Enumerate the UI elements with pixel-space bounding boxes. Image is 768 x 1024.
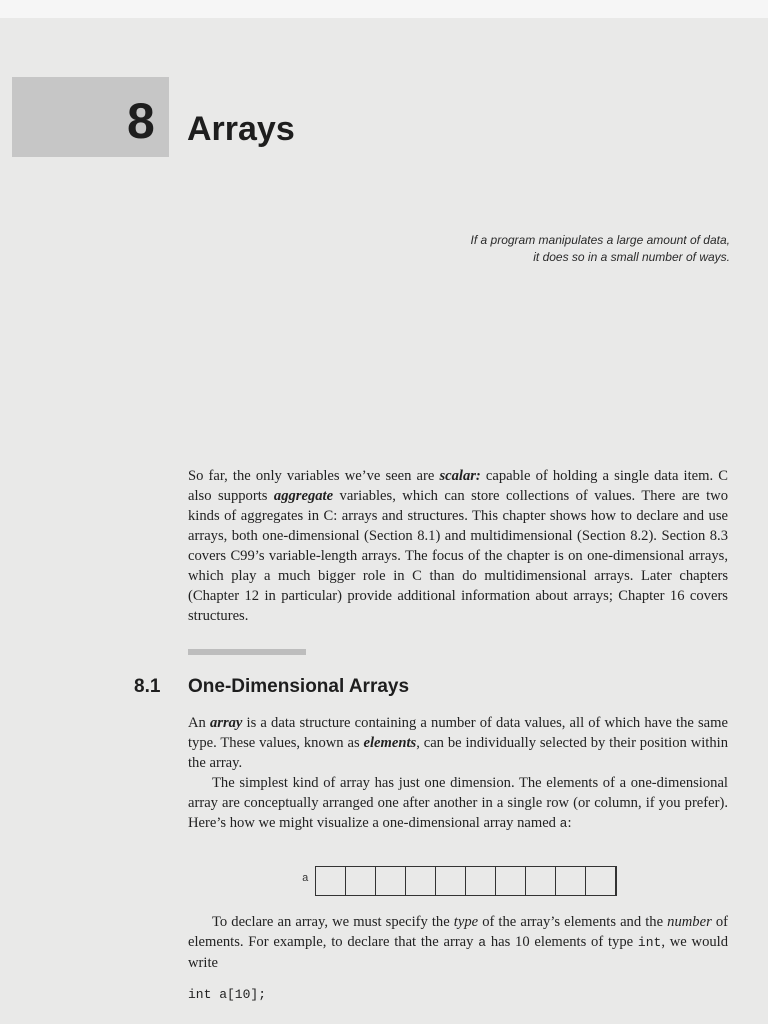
section-rule: [188, 649, 306, 655]
array-diagram: [315, 866, 617, 896]
array-cell: [586, 866, 617, 896]
array-cell: [406, 866, 436, 896]
code-example: int a[10];: [188, 987, 267, 1002]
epigraph: [330, 232, 730, 266]
term-elements: elements: [363, 735, 417, 751]
declaration-paragraph: To declare an array, we must specify the type of the array’s elements and the number of elements. For example, to declare that the array a has 10 elements of type int, we would write: [188, 914, 729, 971]
paragraph-array-definition: An array is a data structure containing a number of data values, all of which have the same type. These values, known as elements, can be individually selected by their position within the array.: [188, 715, 728, 771]
section-number: 8.1: [134, 676, 161, 697]
body-text: [188, 713, 728, 834]
array-cell: [316, 866, 346, 896]
array-cell: [496, 866, 526, 896]
array-diagram-label: a: [302, 873, 309, 885]
top-margin: [0, 0, 768, 18]
term-aggregate: aggregate: [273, 488, 334, 504]
paragraph-one-dimension: The simplest kind of array has just one dimension. The elements of a one-dimensional array are conceptually arranged one after another in a single row (or column, if you prefer). Here’s how we might visualize a one-dimensional array named a:: [188, 775, 728, 831]
array-cell: [436, 866, 466, 896]
term-scalar: scalar:: [439, 468, 481, 484]
epigraph-line: If a program manipulates a large amount of data,: [470, 233, 730, 247]
term-array: array: [209, 715, 243, 731]
array-cell: [376, 866, 406, 896]
chapter-number: 8: [127, 93, 155, 149]
section-title: One-Dimensional Arrays: [188, 676, 410, 697]
array-cell: [556, 866, 586, 896]
intro-paragraph: So far, the only variables we’ve seen are scalar: capable of holding a single data item. C also supports aggregate variables, which can store collections of values. There are two kinds of aggregates in C: arrays and structures. This chapter shows how to declare and use arrays, both one-dimensional (Section 8.1) and multidimensional (Section 8.2). Section 8.3 covers C99’s variable-length arrays. The focus of the chapter is on one-dimensional arrays, which play a much bigger role in C than do multidimensional arrays. Later chapters (Chapter 12 in particular) provide additional information about arrays; Chapter 16 covers structures.: [188, 468, 729, 624]
array-cell: [466, 866, 496, 896]
epigraph-line: it does so in a small number of ways.: [533, 250, 730, 264]
array-cell: [346, 866, 376, 896]
chapter-title: Arrays: [187, 110, 295, 148]
array-cell: [526, 866, 556, 896]
